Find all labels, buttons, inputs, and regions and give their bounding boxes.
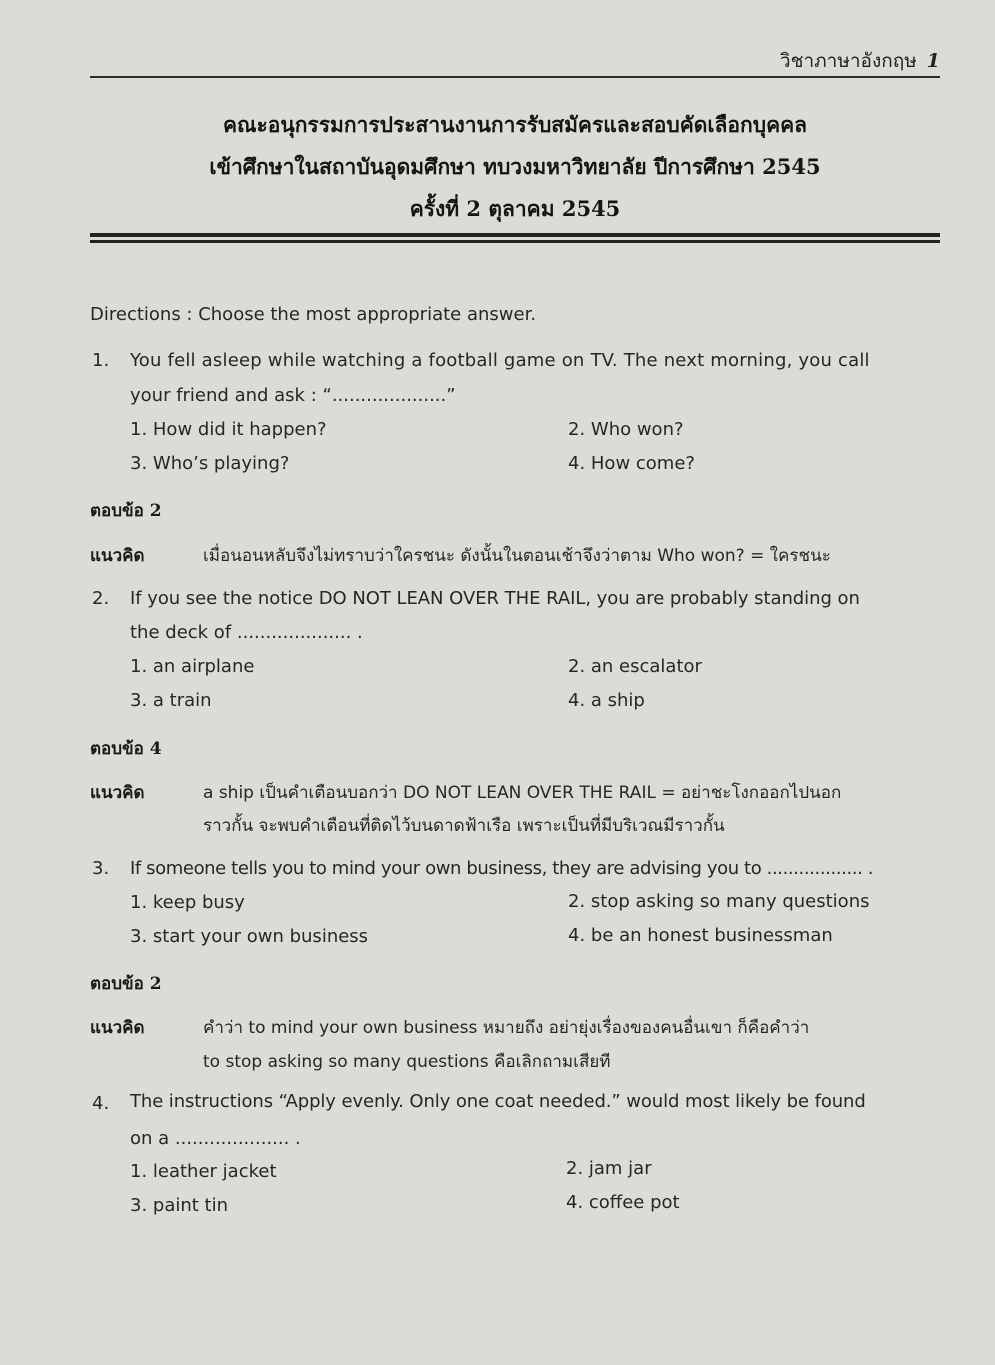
answer-label: ตอบข้อ bbox=[90, 974, 144, 994]
explanation-label: แนวคิด bbox=[90, 546, 145, 566]
question-number: 4. bbox=[92, 1093, 110, 1114]
answer-choice[interactable]: 2. stop asking so many questions bbox=[568, 891, 870, 912]
question-stem-line: If you see the notice DO NOT LEAN OVER THE RAIL, you are probably standing on bbox=[130, 588, 860, 609]
directions: Directions : Choose the most appropriate answer. bbox=[90, 304, 537, 325]
question-stem-line: the deck of .................... . bbox=[130, 622, 363, 643]
answer-choice[interactable]: 4. How come? bbox=[568, 453, 695, 474]
answer-choice[interactable]: 3. start your own business bbox=[130, 926, 369, 947]
explanation-line: คำว่า to mind your own business หมายถึง อย่ายุ่งเรื่องของคนอื่นเขา ก็คือคำว่า bbox=[203, 1018, 810, 1038]
answer-choice[interactable]: 1. leather jacket bbox=[130, 1161, 277, 1182]
answer-choice[interactable]: 2. an escalator bbox=[568, 656, 702, 677]
question-stem-line: on a .................... . bbox=[130, 1128, 301, 1149]
explanation-line: ราวกั้น จะพบคำเตือนที่ติดไว้บนดาดฟ้าเรือ เพราะเป็นที่มีบริเวณมีราวกั้น bbox=[203, 816, 725, 836]
answer-key bbox=[90, 970, 162, 997]
answer-choice[interactable]: 1. How did it happen? bbox=[130, 419, 327, 440]
answer-choice[interactable]: 3. paint tin bbox=[130, 1195, 229, 1216]
title-rule-thin bbox=[90, 240, 940, 243]
explanation-line: to stop asking so many questions คือเลิกถามเสียที bbox=[203, 1052, 611, 1072]
explanation-label: แนวคิด bbox=[90, 1018, 145, 1038]
running-head bbox=[720, 46, 940, 76]
header-rule bbox=[90, 76, 940, 78]
question-stem-line: You fell asleep while watching a football game on TV. The next morning, you call bbox=[130, 350, 870, 371]
answer-value: 4 bbox=[149, 739, 162, 759]
title-rule-thick bbox=[90, 233, 940, 237]
subject-name: วิชาภาษาอังกฤษ bbox=[779, 50, 917, 72]
answer-choice[interactable]: 4. be an honest businessman bbox=[568, 925, 833, 946]
answer-choice[interactable]: 4. a ship bbox=[568, 690, 645, 711]
answer-choice[interactable]: 3. Who’s playing? bbox=[130, 453, 290, 474]
title-line-2: เข้าศึกษาในสถาบันอุดมศึกษา ทบวงมหาวิทยาลัย ปีการศึกษา 2545 bbox=[209, 154, 821, 179]
title-line-1: คณะอนุกรรมการประสานงานการรับสมัครและสอบคัดเลือกบุคคล bbox=[222, 112, 808, 137]
question-stem-line: The instructions “Apply evenly. Only one coat needed.” would most likely be found bbox=[130, 1091, 866, 1112]
answer-choice[interactable]: 3. a train bbox=[130, 690, 212, 711]
answer-choice[interactable]: 2. Who won? bbox=[568, 419, 684, 440]
answer-label: ตอบข้อ bbox=[90, 501, 144, 521]
answer-value: 2 bbox=[149, 501, 162, 521]
answer-value: 2 bbox=[149, 974, 162, 994]
answer-key bbox=[90, 497, 162, 524]
explanation-line: เมื่อนอนหลับจึงไม่ทราบว่าใครชนะ ดังนั้นในตอนเช้าจึงว่าตาม Who won? = ใครชนะ bbox=[203, 546, 831, 566]
answer-label: ตอบข้อ bbox=[90, 739, 144, 759]
explanation-line: a ship เป็นคำเตือนบอกว่า DO NOT LEAN OVER THE RAIL = อย่าชะโงกออกไปนอก bbox=[203, 783, 842, 803]
question-stem-line: If someone tells you to mind your own business, they are advising you to .................. . bbox=[130, 858, 874, 879]
answer-choice[interactable]: 1. an airplane bbox=[130, 656, 255, 677]
question-stem-line: your friend and ask : “....................” bbox=[130, 385, 456, 406]
question-number: 2. bbox=[92, 588, 110, 609]
title-line-3: ครั้งที่ 2 ตุลาคม 2545 bbox=[409, 196, 621, 221]
question-number: 1. bbox=[92, 350, 110, 371]
answer-choice[interactable]: 2. jam jar bbox=[566, 1158, 652, 1179]
question-number: 3. bbox=[92, 858, 110, 879]
exam-title bbox=[90, 104, 940, 230]
answer-choice[interactable]: 1. keep busy bbox=[130, 892, 245, 913]
page-number: 1 bbox=[926, 50, 940, 72]
explanation-label: แนวคิด bbox=[90, 783, 145, 803]
answer-key bbox=[90, 735, 162, 762]
answer-choice[interactable]: 4. coffee pot bbox=[566, 1192, 680, 1213]
